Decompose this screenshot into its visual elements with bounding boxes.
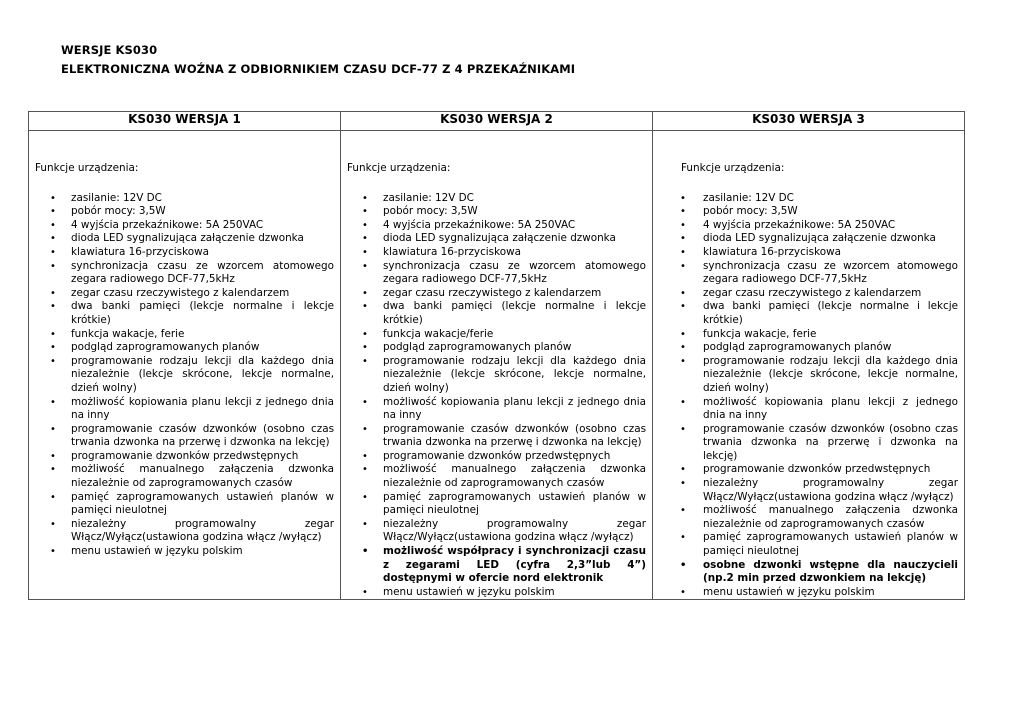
feature-item: • programowanie dzwonków przedwstępnych [341,450,652,464]
feature-item: • programowanie dzwonków przedwstępnych [29,450,340,464]
feature-item: • menu ustawień w języku polskim [29,545,340,559]
column-header-version-3: KS030 WERSJA 3 [653,112,965,131]
feature-item: • niezależny programowalny zegar Włącz/Wyłącz(ustawiona godzina włącz /wyłącz) [29,518,340,545]
feature-list-version-2 [341,192,652,600]
feature-item: • możliwość kopiowania planu lekcji z jednego dnia na inny [341,396,652,423]
feature-item: • możliwość manualnego załączenia dzwonka niezależnie od zaprogramowanych czasów [653,504,964,531]
feature-item: • programowanie czasów dzwonków (osobno czas trwania dzwonka na przerwę i dzwonka na lekcję) [29,423,340,450]
feature-item: • funkcja wakacje/ferie [341,328,652,342]
feature-item: • zegar czasu rzeczywistego z kalendarzem [653,287,964,301]
feature-item: • pamięć zaprogramowanych ustawień planów w pamięci nieulotnej [29,491,340,518]
feature-item: • programowanie rodzaju lekcji dla każdego dnia niezależnie (lekcje skrócone, lekcje normalne, dzień wolny) [29,355,340,396]
feature-item: • dioda LED sygnalizująca załączenie dzwonka [29,232,340,246]
feature-item: • zegar czasu rzeczywistego z kalendarzem [29,287,340,301]
feature-item: • zasilanie: 12V DC [29,192,340,206]
document-title: WERSJE KS030 [61,43,158,57]
feature-item: • podgląd zaprogramowanych planów [341,341,652,355]
feature-item: • możliwość współpracy i synchronizacji czasu z zegarami LED (cyfra 2,3”lub 4”) dostępnymi w ofercie nord elektronik [341,545,652,586]
feature-item: • możliwość manualnego załączenia dzwonka niezależnie od zaprogramowanych czasów [29,463,340,490]
feature-item: • programowanie dzwonków przedwstępnych [653,463,964,477]
document-subtitle: ELEKTRONICZNA WOŹNA Z ODBIORNIKIEM CZASU DCF-77 Z 4 PRZEKAŹNIKAMI [61,62,576,76]
feature-list-version-1 [29,192,340,559]
feature-item: • pobór mocy: 3,5W [29,205,340,219]
table-header-row [29,112,965,131]
feature-item: • pobór mocy: 3,5W [341,205,652,219]
column-header-version-2: KS030 WERSJA 2 [341,112,653,131]
feature-item: • dwa banki pamięci (lekcje normalne i lekcje krótkie) [653,300,964,327]
version-2-cell [341,131,653,600]
feature-item: • 4 wyjścia przekaźnikowe: 5A 250VAC [29,219,340,233]
feature-item: • zasilanie: 12V DC [341,192,652,206]
features-intro: Funkcje urządzenia: [681,162,785,174]
feature-item: • programowanie rodzaju lekcji dla każdego dnia niezależnie (lekcje skrócone, lekcje normalne, dzień wolny) [653,355,964,396]
feature-item: • dioda LED sygnalizująca załączenie dzwonka [341,232,652,246]
feature-item: • dwa banki pamięci (lekcje normalne i lekcje krótkie) [29,300,340,327]
feature-item: • podgląd zaprogramowanych planów [653,341,964,355]
feature-item: • funkcja wakacje, ferie [653,328,964,342]
feature-item: • pobór mocy: 3,5W [653,205,964,219]
features-intro: Funkcje urządzenia: [35,162,139,174]
feature-item: • możliwość kopiowania planu lekcji z jednego dnia na inny [29,396,340,423]
feature-item: • 4 wyjścia przekaźnikowe: 5A 250VAC [341,219,652,233]
feature-item: • pamięć zaprogramowanych ustawień planów w pamięci nieulotnej [653,531,964,558]
feature-item: • klawiatura 16-przyciskowa [29,246,340,260]
table-body-row [29,131,965,600]
feature-item: • programowanie czasów dzwonków (osobno czas trwania dzwonka na przerwę i dzwonka na lekcję) [653,423,964,464]
column-header-version-1: KS030 WERSJA 1 [29,112,341,131]
feature-item: • zasilanie: 12V DC [653,192,964,206]
feature-item: • funkcja wakacje, ferie [29,328,340,342]
feature-item: • menu ustawień w języku polskim [653,586,964,600]
versions-table [28,111,965,600]
features-intro: Funkcje urządzenia: [347,162,451,174]
feature-item: • programowanie czasów dzwonków (osobno czas trwania dzwonka na przerwę i dzwonka na lekcję) [341,423,652,450]
feature-item: • możliwość manualnego załączenia dzwonka niezależnie od zaprogramowanych czasów [341,463,652,490]
feature-item: • dioda LED sygnalizująca załączenie dzwonka [653,232,964,246]
feature-item: • dwa banki pamięci (lekcje normalne i lekcje krótkie) [341,300,652,327]
feature-list-version-3 [653,192,964,600]
feature-item: • pamięć zaprogramowanych ustawień planów w pamięci nieulotnej [341,491,652,518]
feature-item: • programowanie rodzaju lekcji dla każdego dnia niezależnie (lekcje skrócone, lekcje normalne, dzień wolny) [341,355,652,396]
feature-item: • zegar czasu rzeczywistego z kalendarzem [341,287,652,301]
feature-item: • osobne dzwonki wstępne dla nauczycieli (np.2 min przed dzwonkiem na lekcję) [653,559,964,586]
version-1-cell [29,131,341,600]
feature-item: • możliwość kopiowania planu lekcji z jednego dnia na inny [653,396,964,423]
feature-item: • 4 wyjścia przekaźnikowe: 5A 250VAC [653,219,964,233]
feature-item: • synchronizacja czasu ze wzorcem atomowego zegara radiowego DCF-77,5kHz [653,260,964,287]
feature-item: • klawiatura 16-przyciskowa [341,246,652,260]
feature-item: • klawiatura 16-przyciskowa [653,246,964,260]
feature-item: • synchronizacja czasu ze wzorcem atomowego zegara radiowego DCF-77,5kHz [341,260,652,287]
feature-item: • synchronizacja czasu ze wzorcem atomowego zegara radiowego DCF-77,5kHz [29,260,340,287]
feature-item: • niezależny programowalny zegar Włącz/Wyłącz(ustawiona godzina włącz /wyłącz) [341,518,652,545]
version-3-cell [653,131,965,600]
feature-item: • podgląd zaprogramowanych planów [29,341,340,355]
feature-item: • niezależny programowalny zegar Włącz/Wyłącz(ustawiona godzina włącz /wyłącz) [653,477,964,504]
feature-item: • menu ustawień w języku polskim [341,586,652,600]
